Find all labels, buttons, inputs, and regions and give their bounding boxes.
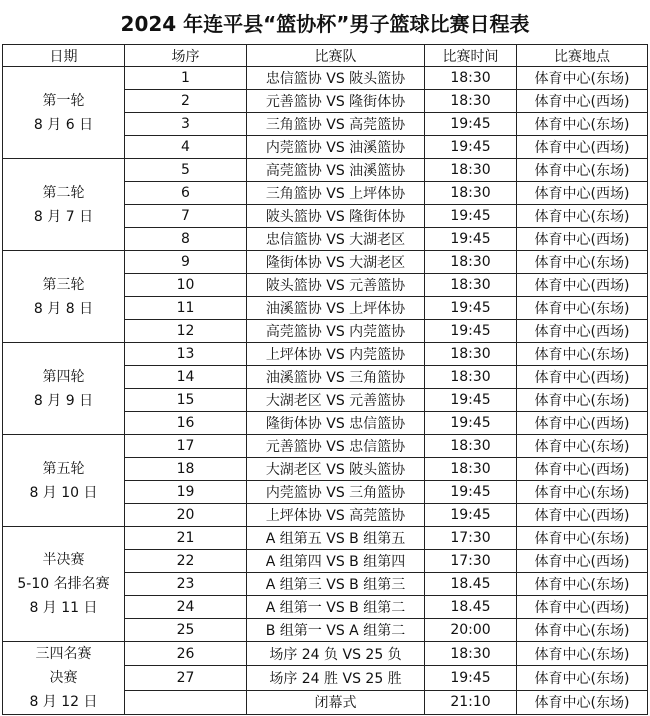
match-no-cell: 18	[125, 458, 247, 481]
time-cell: 18:30	[425, 458, 517, 481]
time-cell: 18:30	[425, 90, 517, 113]
teams-cell: 上坪体协 VS 高莞篮协	[247, 504, 425, 527]
venue-cell: 体育中心(西场)	[517, 320, 648, 343]
match-no-cell: 27	[125, 666, 247, 690]
teams-cell: 三角篮协 VS 上坪体协	[247, 182, 425, 205]
time-cell: 19:45	[425, 504, 517, 527]
venue-cell: 体育中心(西场)	[517, 136, 648, 159]
time-cell: 19:45	[425, 412, 517, 435]
table-row	[3, 642, 648, 666]
round-date-cell	[3, 67, 125, 159]
round-date-line: 8 月 10 日	[29, 484, 98, 501]
time-cell: 18:30	[425, 343, 517, 366]
table-row	[3, 435, 648, 458]
time-cell: 19:45	[425, 297, 517, 320]
match-no-cell: 8	[125, 228, 247, 251]
teams-cell: 高莞篮协 VS 内莞篮协	[247, 320, 425, 343]
round-date-line: 5-10 名排名赛	[17, 576, 110, 592]
match-no-cell: 3	[125, 113, 247, 136]
teams-cell: 场序 24 负 VS 25 负	[247, 642, 425, 666]
teams-cell: 隆街体协 VS 忠信篮协	[247, 412, 425, 435]
header-teams: 比赛队	[247, 45, 425, 67]
round-date-line: 第四轮	[42, 368, 85, 385]
round-date-line: 8 月 9 日	[33, 392, 94, 409]
match-no-cell: 12	[125, 320, 247, 343]
time-cell: 18.45	[425, 596, 517, 619]
time-cell: 19:45	[425, 205, 517, 228]
table-row	[3, 159, 648, 182]
teams-cell: A 组第三 VS B 组第三	[247, 573, 425, 596]
match-no-cell: 16	[125, 412, 247, 435]
venue-cell: 体育中心(东场)	[517, 205, 648, 228]
header-date: 日期	[3, 45, 125, 67]
header-match-no: 场序	[125, 45, 247, 67]
match-no-cell: 20	[125, 504, 247, 527]
teams-cell: 大湖老区 VS 陂头篮协	[247, 458, 425, 481]
page-title: 2024 年连平县“篮协杯”男子篮球比赛日程表	[120, 11, 530, 36]
round-date-cell	[3, 159, 125, 251]
teams-cell: 闭幕式	[247, 690, 425, 714]
venue-cell: 体育中心(西场)	[517, 458, 648, 481]
time-cell: 19:45	[425, 389, 517, 412]
table-row	[3, 343, 648, 366]
time-cell: 18:30	[425, 642, 517, 666]
time-cell: 19:45	[425, 666, 517, 690]
venue-cell: 体育中心(东场)	[517, 251, 648, 274]
round-date-line: 8 月 11 日	[29, 600, 98, 616]
teams-cell: 陂头篮协 VS 隆街体协	[247, 205, 425, 228]
venue-cell: 体育中心(西场)	[517, 550, 648, 573]
match-no-cell: 24	[125, 596, 247, 619]
teams-cell: 大湖老区 VS 元善篮协	[247, 389, 425, 412]
match-no-cell: 25	[125, 619, 247, 642]
round-date-line: 8 月 8 日	[33, 300, 94, 317]
teams-cell: 隆街体协 VS 大湖老区	[247, 251, 425, 274]
venue-cell: 体育中心(东场)	[517, 527, 648, 550]
venue-cell: 体育中心(东场)	[517, 343, 648, 366]
round-date-line: 决赛	[49, 670, 78, 686]
teams-cell: A 组第四 VS B 组第四	[247, 550, 425, 573]
venue-cell: 体育中心(西场)	[517, 228, 648, 251]
match-no-cell: 4	[125, 136, 247, 159]
teams-cell: 元善篮协 VS 隆街体协	[247, 90, 425, 113]
teams-cell: 忠信篮协 VS 大湖老区	[247, 228, 425, 251]
teams-cell: 油溪篮协 VS 上坪体协	[247, 297, 425, 320]
round-date-cell	[3, 343, 125, 435]
round-date-line: 8 月 7 日	[33, 208, 94, 225]
time-cell: 18:30	[425, 67, 517, 90]
time-cell: 17:30	[425, 527, 517, 550]
venue-cell: 体育中心(东场)	[517, 297, 648, 320]
time-cell: 19:45	[425, 320, 517, 343]
time-cell: 18:30	[425, 159, 517, 182]
schedule-table	[2, 44, 648, 715]
match-no-cell: 21	[125, 527, 247, 550]
match-no-cell: 7	[125, 205, 247, 228]
teams-cell: 内莞篮协 VS 油溪篮协	[247, 136, 425, 159]
table-row	[3, 67, 648, 90]
venue-cell: 体育中心(西场)	[517, 412, 648, 435]
time-cell: 20:00	[425, 619, 517, 642]
teams-cell: 上坪体协 VS 内莞篮协	[247, 343, 425, 366]
venue-cell: 体育中心(东场)	[517, 481, 648, 504]
round-date-line: 8 月 12 日	[29, 694, 98, 710]
time-cell: 18:30	[425, 274, 517, 297]
teams-cell: A 组第一 VS B 组第二	[247, 596, 425, 619]
venue-cell: 体育中心(东场)	[517, 619, 648, 642]
venue-cell: 体育中心(西场)	[517, 274, 648, 297]
match-no-cell: 9	[125, 251, 247, 274]
match-no-cell: 14	[125, 366, 247, 389]
match-no-cell: 1	[125, 67, 247, 90]
table-row	[3, 251, 648, 274]
venue-cell: 体育中心(西场)	[517, 596, 648, 619]
match-no-cell: 17	[125, 435, 247, 458]
match-no-cell: 2	[125, 90, 247, 113]
round-date-cell	[3, 251, 125, 343]
round-date-line: 三四名赛	[35, 646, 92, 662]
match-no-cell: 11	[125, 297, 247, 320]
venue-cell: 体育中心(东场)	[517, 435, 648, 458]
match-no-cell: 22	[125, 550, 247, 573]
venue-cell: 体育中心(东场)	[517, 389, 648, 412]
round-date-line: 半决赛	[42, 552, 85, 568]
round-date-line: 8 月 6 日	[33, 116, 94, 133]
round-date-cell	[3, 527, 125, 642]
match-no-cell: 5	[125, 159, 247, 182]
match-no-cell: 26	[125, 642, 247, 666]
teams-cell: 内莞篮协 VS 三角篮协	[247, 481, 425, 504]
round-date-line: 第二轮	[42, 184, 85, 201]
venue-cell: 体育中心(西场)	[517, 504, 648, 527]
time-cell: 18:30	[425, 182, 517, 205]
venue-cell: 体育中心(西场)	[517, 90, 648, 113]
teams-cell: 陂头篮协 VS 元善篮协	[247, 274, 425, 297]
match-no-cell: 6	[125, 182, 247, 205]
time-cell: 18:30	[425, 251, 517, 274]
teams-cell: B 组第一 VS A 组第二	[247, 619, 425, 642]
time-cell: 19:45	[425, 136, 517, 159]
venue-cell: 体育中心(东场)	[517, 159, 648, 182]
match-no-cell: 23	[125, 573, 247, 596]
teams-cell: A 组第五 VS B 组第五	[247, 527, 425, 550]
round-date-line: 第五轮	[42, 460, 85, 477]
time-cell: 18.45	[425, 573, 517, 596]
venue-cell: 体育中心(东场)	[517, 642, 648, 666]
teams-cell: 油溪篮协 VS 三角篮协	[247, 366, 425, 389]
header-row	[3, 45, 648, 67]
round-date-cell	[3, 435, 125, 527]
teams-cell: 三角篮协 VS 高莞篮协	[247, 113, 425, 136]
schedule-body	[3, 67, 648, 715]
round-date-line: 第三轮	[42, 276, 85, 293]
match-no-cell: 13	[125, 343, 247, 366]
header-venue: 比赛地点	[517, 45, 648, 67]
teams-cell: 忠信篮协 VS 陂头篮协	[247, 67, 425, 90]
time-cell: 21:10	[425, 690, 517, 714]
table-row	[3, 527, 648, 550]
teams-cell: 场序 24 胜 VS 25 胜	[247, 666, 425, 690]
venue-cell: 体育中心(西场)	[517, 366, 648, 389]
time-cell: 19:45	[425, 481, 517, 504]
venue-cell: 体育中心(东场)	[517, 690, 648, 714]
teams-cell: 元善篮协 VS 忠信篮协	[247, 435, 425, 458]
time-cell: 19:45	[425, 228, 517, 251]
round-date-cell	[3, 642, 125, 715]
venue-cell: 体育中心(东场)	[517, 67, 648, 90]
venue-cell: 体育中心(东场)	[517, 573, 648, 596]
time-cell: 18:30	[425, 366, 517, 389]
time-cell: 19:45	[425, 113, 517, 136]
time-cell: 18:30	[425, 435, 517, 458]
venue-cell: 体育中心(西场)	[517, 182, 648, 205]
venue-cell: 体育中心(东场)	[517, 666, 648, 690]
header-time: 比赛时间	[425, 45, 517, 67]
round-date-line: 第一轮	[42, 92, 85, 109]
match-no-cell: 19	[125, 481, 247, 504]
venue-cell: 体育中心(东场)	[517, 113, 648, 136]
match-no-cell: 15	[125, 389, 247, 412]
teams-cell: 高莞篮协 VS 油溪篮协	[247, 159, 425, 182]
match-no-cell	[125, 690, 247, 714]
match-no-cell: 10	[125, 274, 247, 297]
time-cell: 17:30	[425, 550, 517, 573]
